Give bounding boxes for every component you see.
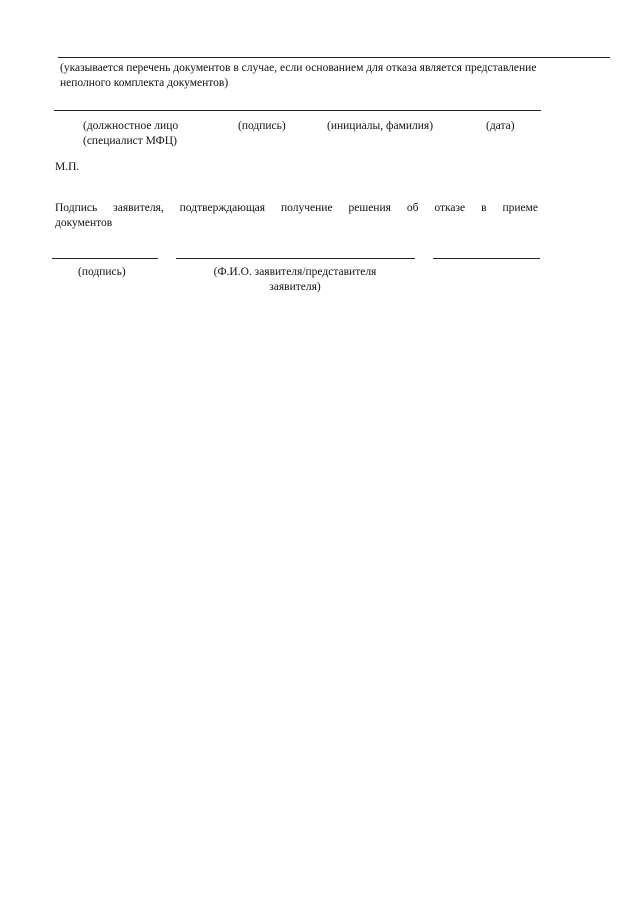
applicant-name-line (176, 258, 415, 259)
official-date-label: (дата) (486, 120, 515, 132)
official-name-label: (инициалы, фамилия) (327, 120, 434, 132)
official-position-label-2: (специалист МФЦ) (83, 135, 177, 147)
stamp-label: М.П. (55, 161, 80, 173)
official-signature-label: (подпись) (238, 120, 286, 132)
documents-list-line (58, 57, 610, 58)
applicant-date-line (433, 258, 540, 259)
applicant-signature-label: (подпись) (78, 266, 126, 278)
applicant-statement-line1: Подпись заявителя, подтверждающая получение решения об отказе в приеме (55, 202, 538, 214)
applicant-name-label: (Ф.И.О. заявителя/представителя (213, 266, 377, 278)
official-signature-line (54, 110, 541, 111)
documents-note-line1: (указывается перечень документов в случае, если основанием для отказа является представление (60, 62, 537, 74)
documents-note-line2: неполного комплекта документов) (60, 77, 229, 89)
applicant-name-label-2: заявителя) (269, 281, 321, 293)
applicant-statement-line2: документов (55, 217, 113, 229)
applicant-signature-line (52, 258, 158, 259)
official-position-label: (должностное лицо (83, 120, 179, 132)
